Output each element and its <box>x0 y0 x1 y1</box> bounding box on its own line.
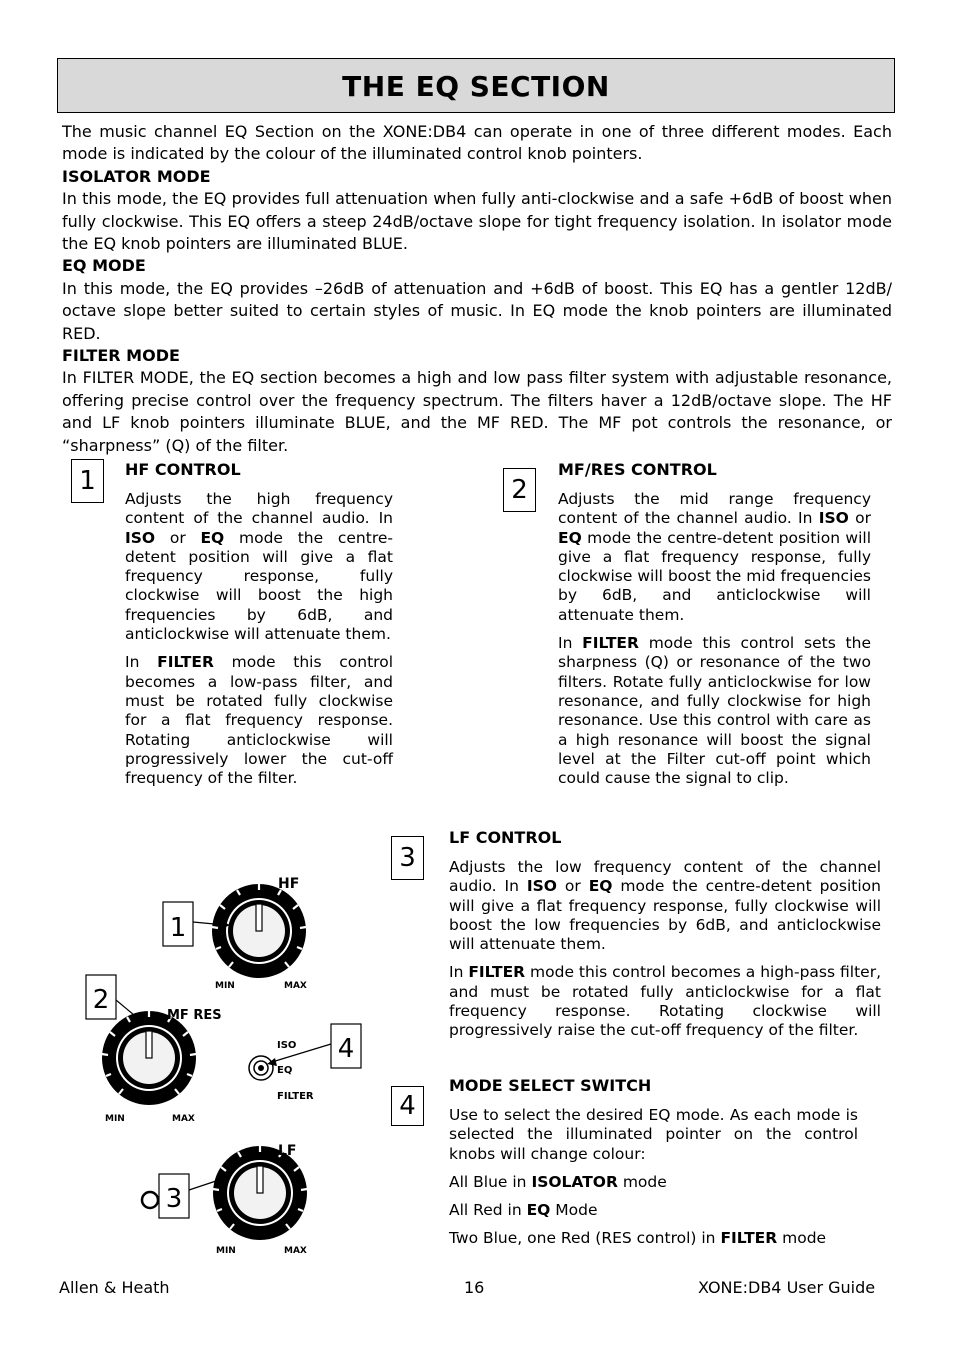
hf-min-label: MIN <box>215 981 235 991</box>
iso-keyword: ISO <box>818 509 849 528</box>
lf-max-label: MAX <box>284 1246 307 1256</box>
indicator-led-icon <box>142 1192 158 1208</box>
iso-keyword: ISO <box>125 528 156 547</box>
eq-switch-label: EQ <box>277 1065 293 1076</box>
isolator-mode-heading: ISOLATOR MODE <box>62 166 211 186</box>
isolator-keyword: ISOLATOR <box>531 1172 618 1191</box>
eq-keyword: EQ <box>200 528 225 547</box>
callout-3-text: 3 <box>165 1184 183 1214</box>
text-run: In <box>558 634 583 653</box>
callout-2-text: 2 <box>92 985 110 1015</box>
page-title: THE EQ SECTION <box>342 70 610 103</box>
mode-select-heading: MODE SELECT SWITCH <box>449 1076 652 1095</box>
isolator-mode-text: In this mode, the EQ provides full attenuation when fully anti-clockwise and a safe +6dB of boost when fully clockwise. This EQ offers a steep 24dB/octave slope for tight frequency isolation. In isolator mode the EQ knob pointers are illuminated BLUE. <box>62 189 892 254</box>
filter-keyword: FILTER <box>157 653 214 672</box>
intro-paragraph: The music channel EQ Section on the XONE:DB4 can operate in one of three different modes. Each mode is indicated by the colour of the illuminated control knob pointers. <box>62 122 892 164</box>
hf-control-heading: HF CONTROL <box>125 460 241 479</box>
lf-min-label: MIN <box>216 1246 236 1256</box>
callout-4-text: 4 <box>337 1034 355 1064</box>
mode-select-switch <box>249 1056 273 1080</box>
hf-knob <box>212 884 306 978</box>
text-run: mode the centre-detent position will give a flat frequency response, fully clockwise will boost the mid frequencies by 6dB, and anticlockwise will attenuate them. <box>558 528 871 624</box>
filter-keyword: FILTER <box>720 1229 778 1248</box>
text-run: mode this control sets the sharpness (Q) or resonance of the two filters. Rotate fully anticlockwise for low resonance, and fully clockwise for high resonance. Use this control with care as a high resonance will boost the signal level at the Filter cut-off point which could cause the signal to clip. <box>558 634 871 788</box>
lf-knob-label: LF <box>278 1143 297 1159</box>
filter-mode-heading: FILTER MODE <box>62 346 180 366</box>
section-number-2: 2 <box>503 468 536 512</box>
callout-box-2 <box>86 975 116 1019</box>
text-run: In <box>449 963 469 982</box>
callout-box-1 <box>163 902 193 946</box>
text-run: In <box>125 653 158 672</box>
text-run: Two Blue, one Red (RES control) in <box>449 1229 721 1248</box>
text-run: or <box>848 509 871 528</box>
text-run: Adjusts the high frequency content of the channel audio. In <box>125 490 393 528</box>
filter-keyword: FILTER <box>582 634 639 653</box>
text-run: or <box>556 877 589 896</box>
section-number-3: 3 <box>391 836 424 880</box>
footer-guide-title: XONE:DB4 User Guide <box>698 1278 876 1297</box>
text-run: mode the centre-detent position will give a flat frequency response, fully clockwise will boost the low frequencies by 6dB, and anticlockwise will attenuate them. <box>449 877 881 954</box>
mf-min-label: MIN <box>105 1114 125 1124</box>
mf-res-control-heading: MF/RES CONTROL <box>558 460 717 479</box>
text-run: mode this control becomes a low-pass filter, and must be rotated fully clockwise for a flat frequency response. Rotating anticlockwise will progressively lower the cut-off frequency of the filter. <box>125 653 394 788</box>
callout-1-text: 1 <box>169 913 187 943</box>
eq-keyword: EQ <box>558 528 582 547</box>
mf-res-knob <box>102 1011 196 1105</box>
text-run: Adjusts the low frequency content of the channel audio. In <box>449 858 881 896</box>
iso-switch-label: ISO <box>277 1040 297 1051</box>
hf-max-label: MAX <box>284 981 307 991</box>
filter-mode-text: In FILTER MODE, the EQ section becomes a high and low pass filter system with adjustable resonance, offering precise control over the frequency spectrum. The filters haver a 12dB/octave slope. The HF and LF knob pointers illuminate BLUE, and the MF RED. The MF pot controls the resonance, or “sharpness” (Q) of the filter. <box>62 368 892 455</box>
hf-knob-label: HF <box>278 876 300 892</box>
text-run: or <box>155 528 201 547</box>
filter-keyword: FILTER <box>468 963 526 982</box>
text-run: mode <box>777 1229 827 1248</box>
mode-select-paragraph: Use to select the desired EQ mode. As each mode is selected the illuminated pointer on the control knobs will change colour: <box>449 1106 858 1163</box>
callout-box-4 <box>331 1024 361 1068</box>
iso-keyword: ISO <box>526 877 557 896</box>
eq-mode-text: In this mode, the EQ provides –26dB of attenuation and +6dB of boost. This EQ has a gentler 12dB/ octave slope better suited to certain styles of music. In EQ mode the knob pointers are illuminated RED. <box>62 278 892 343</box>
section-number-4: 4 <box>391 1086 424 1126</box>
footer-page-number: 16 <box>464 1278 485 1297</box>
eq-keyword: EQ <box>526 1201 551 1220</box>
section-number-1: 1 <box>71 459 104 503</box>
callout-box-3 <box>159 1174 189 1218</box>
lf-control-heading: LF CONTROL <box>449 828 562 847</box>
mf-max-label: MAX <box>172 1114 195 1124</box>
eq-keyword: EQ <box>588 877 613 896</box>
text-run: All Blue in <box>449 1172 532 1191</box>
lf-knob <box>213 1146 307 1240</box>
text-run: Adjusts the mid range frequency content of the channel audio. In <box>558 490 871 528</box>
mf-res-knob-label: MF RES <box>167 1008 222 1023</box>
text-run: mode <box>617 1172 667 1191</box>
footer-publisher: Allen & Heath <box>59 1278 170 1297</box>
text-run: Mode <box>550 1201 598 1220</box>
text-run: All Red in <box>449 1201 527 1220</box>
text-run: mode the centre-detent position will give a flat frequency response, fully clockwise will boost the high frequencies by 6dB, and anticlockwise will attenuate them. <box>125 528 393 644</box>
filter-switch-label: FILTER <box>277 1091 314 1102</box>
eq-mode-heading: EQ MODE <box>62 256 146 276</box>
text-run: mode this control becomes a high-pass filter, and must be rotated fully anticlockwise for a flat frequency response. Rotating clockwise will progressively raise the cut-off frequency of the filter. <box>449 963 881 1040</box>
